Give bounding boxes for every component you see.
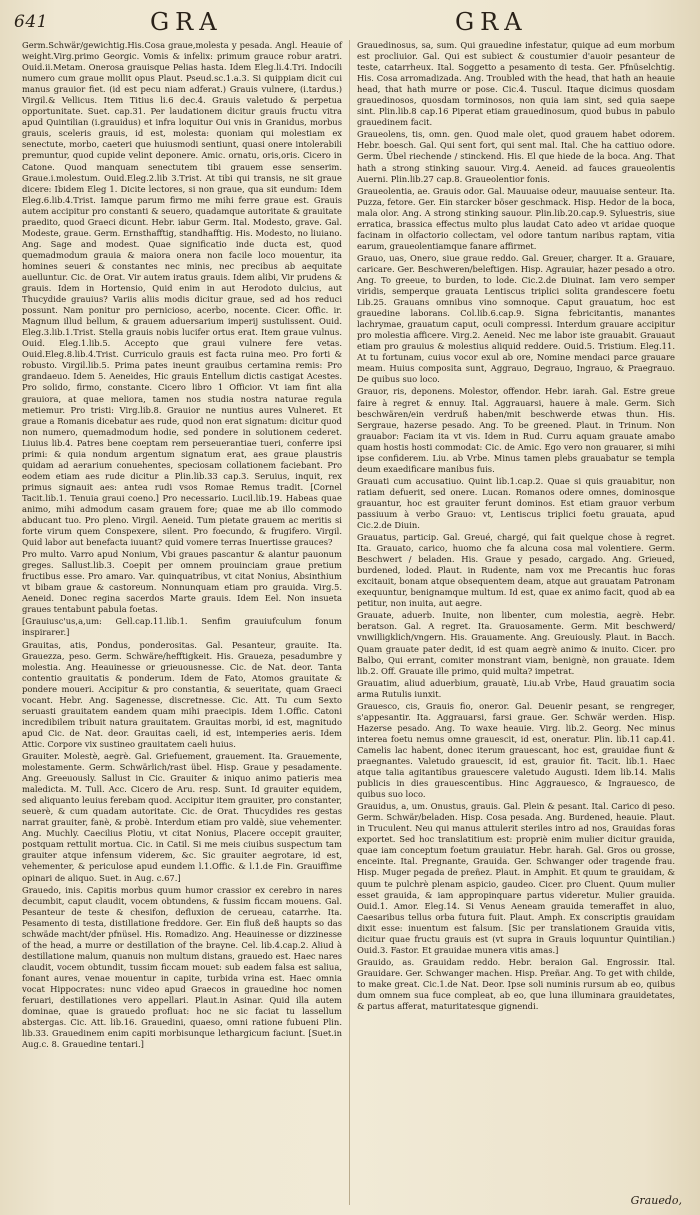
- running-headword-right: GRA: [455, 8, 528, 36]
- dictionary-entry: Grauate, aduerb. Inuite, non libenter, cum molestia, aegrè. Hebr. beratson. Gal. A regret. Ita. Grauosamente. Germ. Mit beschwerd/ vnwilligklich/vngern. His. Grauamente. Ang. Greuiously. Plaut. in Bacch. Quam grauate pater dedit, id est quam aegrè animo & inuito. Cicer. pro Balbo, Qui errant, comiter monstrant viam, benignè, non grauate. Idem lib.2. Off. Grauate ille primo, quid multa? impetrat.: [357, 610, 678, 676]
- dictionary-entry: Grauo, uas, Onero, siue graue reddo. Gal. Greuer, charger. It a. Grauare, caricare. Ger. Beschweren/beleftigen. Hisp. Agrauiar, hazer pesado a otro. Ang. To greeue, to burden, to lode. Cic.2.de Diuinat. Iam vero semper viridis, semperque grauata Lentiscus triplici solita grandescere foetu Lib.25. Grauans omnibus vino somnoque. Caput grauatum, hoc est grauedine laborans. Col.lib.6.cap.9. Signa febricitantis, manantes lachrymae, grauatum caput, oculi compressi. Interdum grauare accipitur pro molestia afficere. Virg.2. Aeneid. Nec me labor iste grauabit. Grauaut etiam pro grauius & molestius aliquid reddere. Ouid.5. Tristium. Eleg.11. At tu fortunam, cuius vocor exul ab ore, Nomine mendaci parce grauare meam. Huius composita sunt, Aggrauo, Degrauo, Ingrauo, & Praegrauo. De quibus suo loco.: [357, 252, 678, 385]
- dictionary-entry: Graueolentia, ae. Grauis odor. Gal. Mauuaise odeur, mauuaise senteur. Ita. Puzza, fetore. Ger. Ein starcker böser geschmack. Hisp. Hedor de la boca, mala olor. Ang. A strong stinking sauour. Plin.lib.20.cap.9. Syluestris, siue erratica, brassica effectus multo plus laudat Cato adeo vt aridae quoque facinam in olfactorio collectam, vel odore tantum naribus raptam, vitia earum, graueolentiamque fanare affirmet.: [357, 185, 678, 251]
- dictionary-entry: Grauedinosus, sa, sum. Qui grauedine infestatur, quique ad eum morbum est procliuior. Gal. Qui est subiect & coustumier d'auoir pesanteur de teste, catarrheux. Ital. Soggetto a pesamento di testa. Ger. Pfnüselchtig. His. Cosa arromadizada. Ang. Troubled with the head, that hath an heauie head, that hath murre or pose. Cic.4. Tuscul. Itaque dicimus quosdam grauedinosos, quosdam torminosos, non quia iam sint, sed quia saepe sint. Plin.lib.8 cap.16 Piperat etiam grauedinosum, quod bubus in pabulo grauedinem facit.: [357, 40, 678, 128]
- column-divider: [349, 40, 350, 1205]
- catchword: Grauedo,: [630, 1194, 682, 1207]
- dictionary-entry: Grauati cum accusatiuo. Quint lib.1.cap.2. Quae si quis grauabitur, non ratiam defuerit, sed onere. Lucan. Romanos odere omnes, dominosque grauantur, hoc est grauiter ferunt dominos. Est etiam grauor verbum passiuum à verbo Grauo: vt, Lentiscus triplici foetu grauata, apud Cic.2.de Diuin.: [357, 475, 678, 531]
- right-column: [357, 40, 678, 1205]
- dictionary-entry: Grauiter. Molestè, aegrè. Gal. Griefuement, grauement. Ita. Grauemente, molestamente. Germ. Schwärlich/rast übel. Hisp. Graue y pesadamente. Ang. Greeuously. Sallust in Cic. Grauiter & iniquo animo patieris mea maledicta. M. Tull. Acc. Cicero de Aru. resp. Sunt. Id grauiter equidem, sed aliquanto leuius ferebam quod. Accipitur item grauiter, pro constanter, seuerè, & cum quadam autoritate. Cic. de Orat. Thucydides res gestas narrat grauiter, fanè, & probè. Interdum etiam pro valdè, siue vehementer. Ang. Muchly. Caecilius Plotiu, vt citat Nonius, Placere occepit grauiter, postquam rettulit mortua. Cic. in Catil. Si me meis ciuibus suspectum tam grauiter atque infensum viderem, &c. Sic grauiter aegrotare, id est, vehementer, & periculose apud eundem l.1.Offic. & l.1.de Fin. Grauiffime opinari de aliquo. Suet. in Aug. c.67.]: [22, 751, 345, 883]
- dictionary-entry: Germ.Schwär/gewichtig.His.Cosa graue,molesta y pesada. Angl. Heauie of weight.Virg.primo Georgic. Vomis & infelix: primum grauce robur aratri. Ouid.ii.Metam. Onerosa grauisque Pelias hasta. Idem Eleg.li.4.Tri. Indocili numero cum graue mollit opus Plaut. Pseud.sc.1.a.3. Si quippiam dicit cui manus grauior fiet. (id est pecu niam adferat.) Grauis vulnere, (i.tardus.) Virgil.& Vellicus. Item Titius li.6 dec.4. Grauis valetudo & perpetua opportunitate. Suet. cap.31. Per laudationem dicitur grauis fructu vitra apud Quintilian (i.grauidus) et infra loquitur Oui vnis in Granidus, morbus grauis, sceleris grauis, id est, molesta: quoniam qui molestiam ex senectute, morbo, caeteri que huiusmodi sentiunt, quasi onere intolerabili premuntur, quod cupide velint deponere. Amic. ornatu, oris,oris. Cicero in Catone. Quod manquam senectutem tibi grauem esse senserim. Graue.i.molestum. Ouid.Eleg.2.lib 3.Trist. At tibi qui transis, ne sit graue dicere: Ibidem Eleg 1. Dicite lectores, si non graue, qua sit eundum: Idem Eleg.6.lib.4.Trist. Iamque parum firmo me mihi ferre graue est. Grauis autem accipitur pro constanti & seuero, quadamque autoritate & grauitate praedito, quod Graeci dicunt. Hebr. iabur Germ. Ital. Modesto, grave. Gal. Modeste, graue. Germ. Ernsthafftig, standhafftig. His. Modesto, no liuiano. Ang. Sage and modest. Quae significatio inde ducta est, quod quemadmodum grauia & maiora onera non facile loco mouentur, ita homines seueri & constantes nec minis, nec precibus ab aequitate auelluntur. Cic. de Orat. Vir autem iratus grauis. Idem alibi, Vir prudens & grauis. Idem in Hortensio, Quid enim in aut Herodoto dulcius, aut Thucydide grauius? Variis aliis modis dicitur graue, sed ad hos reduci possunt. Nam ponitur pro pernicioso, acerbo, nocente. Cicer. Offic. ir. Magnum illud bellum, & grauem aduersarium imperij sustulissent. Ouid. Eleg.3.lib.1.Trist. Stella grauis nobis lucifer ortus erat. Item graue vulnus. Ouid. Eleg.1.lib.5. Accepto que graui vulnere fere vetas. Ouid.Eleg.8.lib.4.Trist. Curriculo grauis est facta ruina meo. Pro forti & robusto. Virgil.lib.5. Prima pates ineunt grauibus certamina remis: Pro grandaeuo. Idem 5. Aeneides, Hic grauis Entellum dictis castigat Acestes. Pro solido, firmo, constante. Cicero libro 1 Officior. Vt iam fint alia grauiora, at quae meliora, tamen nos studia nostra naturae regula metiemur. Pro tristi: Virg.lib.8. Grauior ne nuntius aures Vulneret. Et graue a Romanis dicebatur aes rude, quod non erat signatum: dicitur quod non numero, quemadmodum hodie, sed pondere in solutionem cederet. Liuius lib.4. Patres bene coeptam rem perseuerantiae tueri, conferre ipsi primi: & quia nondum argentum signatum erat, aes graue plaustris quidam ad aerarium conuehentes, speciosam collationem faciebant. Pro eodem etiam aes rude dicitur a Plin.lib.33 cap.3. Seruius, inquit, rex primus signauit aes: antea rudi vsos Romae Remus tradit. [Cornel Tacit.lib.1. Tenuia graui coeno.] Pro necessario. Lucil.lib.19. Habeas quae animo, mihi admodum casam grauem fore; quae me ab illo commodo abducant tuo. Pro pleno. Virgil. Aeneid. Tum pietate grauem ac meritis si forte virum quem Conspexere, silent. Pro foecundo, & frugifero. Virgil. Quid labor aut benefacta iuuant? quid vomere terras Inuertisse grauces?: [22, 40, 345, 548]
- dictionary-entry: Graueolens, tis, omn. gen. Quod male olet, quod grauem habet odorem. Hebr. boesch. Gal. Qui sent fort, qui sent mal. Ital. Che ha cattiuo odore. Germ. Übel riechende / stinckend. His. El que hiede de la boca. Ang. That hath a strong stinking sauour. Virg.4. Aeneid. ad fauces graueolentis Auerni. Plin.lib.27 cap.8. Graueolentior fonis.: [357, 129, 678, 184]
- dictionary-entry: Grauatim, aliud aduerbium, grauatè, Liu.ab Vrbe, Haud grauatim socia arma Rutulis iunxit.: [357, 677, 678, 699]
- dictionary-entry: Grauesco, cis, Grauis fio, oneror. Gal. Deuenir pesant, se rengreger, s'appesantir. Ita. Aggrauarsi, farsi graue. Ger. Schwär werden. Hisp. Hazerse pesado. Ang. To waxe heauie. Virg. lib.2. Georg. Nec minus interea foetu nemus omne grauescit, id est, oneratur. Plin. lib.11 cap.41. Camelis lac habent, donec iterum grauescant, hoc est, grauidae fiunt & praegnantes. Valetudo grauescit, id est, grauior fit. Tacit. lib.1. Haec atque talia agitantibus grauescere valetudo Augusti. Idem lib.14. Malis publicis in dies grauescentibus. Hinc Aggrauesco, & Ingrauesco, de quibus suo loco.: [357, 700, 678, 800]
- running-headword-left: GRA: [150, 8, 223, 36]
- dictionary-entry: Grauitas, atis, Pondus, ponderositas. Gal. Pesanteur, grauite. Ita. Grauezza, peso. Germ. Schwäre/hefftigkeit. His. Graueza, pesadumbre y molestia. Ang. Heauinesse or grieuousnesse. Cic. de Nat. deor. Tanta contentio grauitatis & ponderum. Idem de Fato, Atomos grauitate & pondere moueri. Accipitur & pro constantia, & seueritate, quam Graeci vocant. Hebr. Ang. Sagenesse, discretnesse. Cic. Att. Tu cum Sexto seruasti grauitatem eandem quam mihi praecipis. Idem 1.Offic. Catoni incredibilem tribuit natura grauitatem. Grauitas morbi, id est, magnitudo apud Cic. de Nat. deor. Grauitas caeli, id est, intemperies aeris. Idem Attic. Corpore vix sustineo grauitatem caeli huius.: [22, 639, 345, 749]
- dictionary-entry: Grauedo, inis. Capitis morbus quum humor crassior ex cerebro in nares decumbit, caput claudit, vocem obtundens, & fussim ficcam mouens. Gal. Pesanteur de teste & chesifon, defluxion de cerueau, catarrhe. Ita. Pesamento di testa, distillatione freddore. Ger. Ein fluß deß haupts so das schwäde macht/der pfnüsel. His. Romadizo. Ang. Heauinesse or dizzinesse of the head, a murre or destillation of the brayne. Cel. lib.4.cap.2. Aliud à destillatione malum, quanuis non multum distans, grauedo est. Haec nares claudit, vocem obtundit, tussim ficcam mouet: sub eadem falsa est saliua, fonant aures, venae mouentur in capite, turbida vrina est. Haec omnia vocat Hippocrates: nunc video apud Graecos in grauedine hoc nomen feruari, destillationes vero appellari. Plaut.in Asinar. Quid illa autem dominae, quae is grauedo profluat: hoc ne sic faciat tu lassellum abstergas. Cic. Att. lib.16. Grauedini, quaeso, omni ratione fubueni Plin. lib.33. Grauedinem enim capiti morbisunque lethargicum faciunt. [Suet.in Aug.c. 8. Grauedine tentari.]: [22, 884, 345, 1050]
- dictionary-entry: Grauor, ris, deponens. Molestor, offendor. Hebr. iarah. Gal. Estre greue faire à regret & ennuy. Ital. Aggrauarsi, hauere à male. Germ. Sich beschwären/ein verdruß haben/mit beschwerde etwas thun. His. Sergraue, hazerse pesado. Ang. To be greened. Plaut. in Trinum. Non grauabor: Faciam ita vt vis. Idem in Rud. Curru aquam grauate amabo quam hostis hosti commodat: Cic. de Amic. Ego vero non grauarer, si mihi ipse confiderem. Liu. ab Vrbe. Minus tamen plebs grauabatur se templa deum exaedificare manibus fuis.: [357, 386, 678, 474]
- dictionary-entry: Grauatus, particip. Gal. Greué, chargé, qui fait quelque chose à regret. Ita. Grauato, carico, huomo che fa alcuna cosa mal volentiere. Germ. Beschwert / beladen. His. Graue y pesado, cargado. Ang. Grieued, burdened, loded. Plaut. in Rudente, nam vox me Precantis huc foras excitauit, bonam atque obsequentem deam, atque aut grauatam Patronam exequuntur, benignamque multum. Id est, quae ex animo facit, quod ab ea petitur, non inuita, aut aegre.: [357, 532, 678, 609]
- dictionary-entry: Grauido, as. Grauidam reddo. Hebr. beraion Gal. Engrossir. Ital. Grauidare. Ger. Schwanger machen. Hisp. Preñar. Ang. To get with childe, to make great. Cic.1.de Nat. Deor. Ipse soli numinis rursum ab eo, quibus dum omnem sua fuce compleat, ab eo, que luna illuminara grauidetates, & partus afferat, maturitatesque gignendi.: [357, 956, 678, 1012]
- page-number: 641: [14, 12, 48, 32]
- page-header: [0, 8, 700, 36]
- left-column: [22, 40, 345, 1205]
- dictionary-entry: [Grauiusc'us,a,um: Gell.cap.11.lib.1. Senfim grauiufculum fonum inspirarer.]: [22, 616, 345, 638]
- dictionary-entry: Grauidus, a, um. Onustus, grauis. Gal. Plein & pesant. Ital. Carico di peso. Germ. Schwär/beladen. Hisp. Cosa pesada. Ang. Burdened, heauie. Plaut. in Truculent. Neu qui manus attulerit steriles intro ad nos, Grauidas foras exportet. Sed hoc translatitium est: propriè enim mulier dicitur grauida, quae iam conceptum foetum grauiatur. Hebr. harah. Gal. Gros ou grosse, enceinte. Ital. Pregnante, Grauida. Ger. Schwanger oder tragende frau. Hisp. Muger pegada de preñez. Plaut. in Amphit. Et quum te grauidam, & quum te pulchrè plenam aspicio, gaudeo. Cicer. pro Cluent. Quum mulier esset grauida, & iam appropinquare partus videretur. Mulier grauida. Ouid.1. Amor. Eleg.14. Si Venus Aeneam grauida temeraffet in aluo, Caesaribus tellus orba futura fuit. Plaut. Amph. Ex conscriptis grauidam dixit esse: inuentum est falsum. [Sic per translationem Grauida vitis, dicitur quae fructu grauis est (vt supra in Grauis loquuntur Quintilian.) Ouid.3. Fastor. Et grauidae munera vitis amas.]: [357, 801, 678, 955]
- dictionary-entry: Pro multo. Varro apud Nonium, Vbi graues pascantur & alantur pauonum greges. Sallust.lib.3. Coepit per omnem prouinciam graue pretium fructibus esse. Pro amaro. Var. quinquatribus, vt citat Nonius, Absinthium vt bibam graue & castoreum. Nonnunquam etiam pro grauida. Virg.5. Aeneid. Donec regina sacerdos Marte grauis. Idem Eel. Non insueta graues tentabunt pabula foetas.: [22, 549, 345, 615]
